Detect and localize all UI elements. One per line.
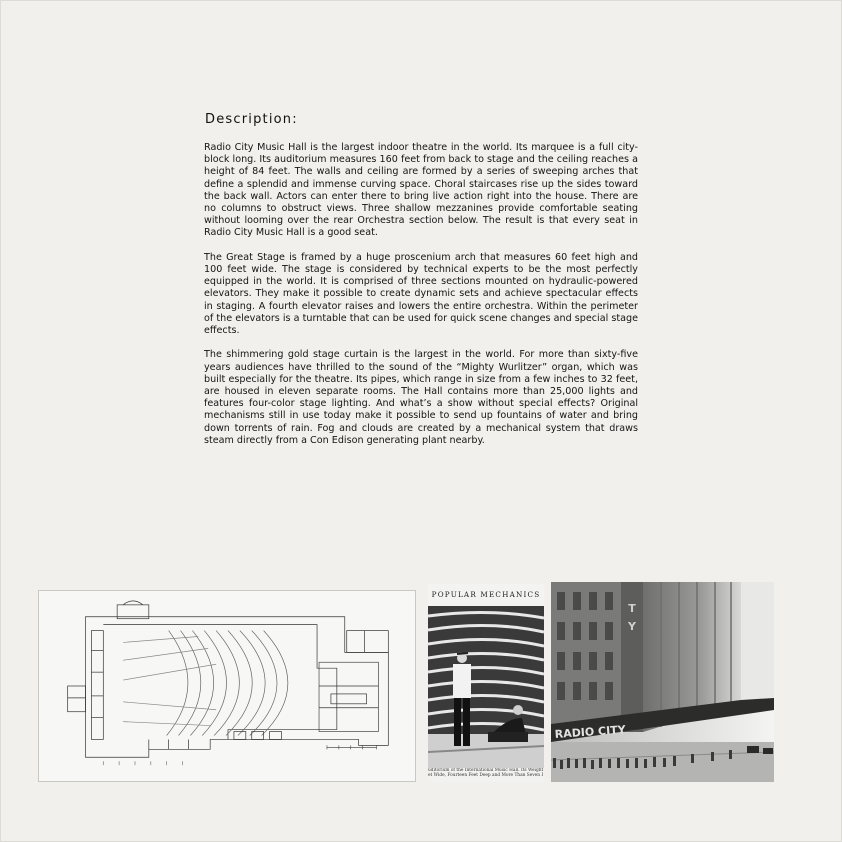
radio-city-exterior-photo — [551, 582, 774, 782]
description-text — [204, 142, 638, 459]
street-photo-drawing — [551, 582, 774, 782]
floor-plan-drawing — [39, 591, 415, 781]
svg-text:T: T — [628, 602, 636, 615]
section-heading: Description: — [205, 112, 298, 127]
magazine-caption — [428, 768, 544, 782]
svg-text:Y: Y — [628, 620, 636, 633]
stage-workers-photo — [428, 606, 544, 768]
caption-line: uditorium of the International Music Hall. Its Weight — [428, 768, 544, 773]
magazine-masthead: POPULAR MECHANICS — [428, 584, 544, 606]
magazine-clipping-image — [428, 584, 544, 782]
floor-plan-image — [38, 590, 416, 782]
paragraph-great-stage: The Great Stage is framed by a huge proscenium arch that measures 60 feet high and 100 feet wide. The stage is considered by technical experts to be the most perfectly equipped in the world. It is comprised of three sections mounted on hydraulic-powered elevators. They make it possible to create dynamic sets and achieve spectacular effects in staging. A fourth elevator raises and lowers the entire orchestra. Within the perimeter of the elevators is a turntable that can be used for quick scene changes and special stage effects. — [204, 251, 638, 337]
marquee-sign: RADIO CITY — [554, 723, 627, 741]
caption-line: et Wide, Fourteen Feet Deep and More Than Seven I — [428, 773, 544, 778]
paragraph-auditorium: Radio City Music Hall is the largest indoor theatre in the world. Its marquee is a full city-block long. Its auditorium measures 160 feet from back to stage and the ceiling reaches a height of 84 feet. The walls and ceiling are formed by a series of sweeping arches that define a splendid and immense curving space. Choral staircases rise up the sides toward the back wall. Actors can enter there to bring live action right into the house. There are no columns to obstruct views. Three shallow mezzanines provide comfortable seating without looming over the rear Orchestra section below. The result is that every seat in Radio City Music Hall is a good seat. — [204, 142, 638, 239]
paragraph-curtain-organ: The shimmering gold stage curtain is the largest in the world. For more than sixty-five years audiences have thrilled to the sound of the “Mighty Wurlitzer” organ, which was built especially for the theatre. Its pipes, which range in size from a few inches to 32 feet, are housed in eleven separate rooms. The Hall contains more than 25,000 lights and features four-color stage lighting. And what’s a show without special effects? Original mechanisms still in use today make it possible to send up fountains of water and bring down torrents of rain. Fog and clouds are created by a mechanical system that draws steam directly from a Con Edison generating plant nearby. — [204, 349, 638, 446]
